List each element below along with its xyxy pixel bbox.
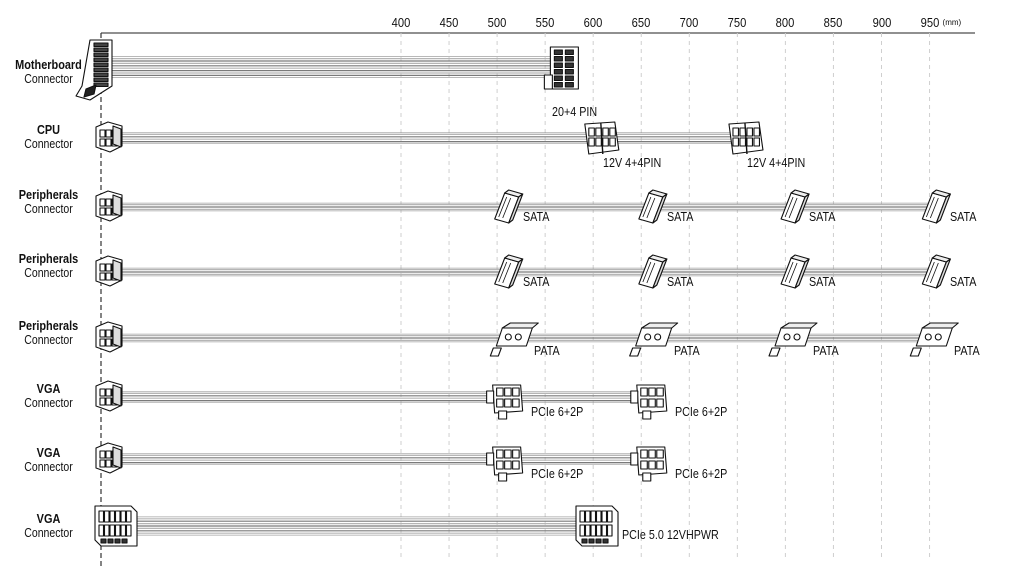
connector-pata xyxy=(769,323,817,356)
connector-label: SATA xyxy=(666,210,694,224)
connector-pcie xyxy=(631,385,667,419)
axis-tick-label: 500 xyxy=(487,15,507,30)
psu-connector-block xyxy=(96,381,122,411)
psu-connector-block xyxy=(96,256,122,286)
connector-label: PCIe 6+2P xyxy=(674,467,728,481)
row-label xyxy=(0,445,97,475)
connector-label: PCIe 6+2P xyxy=(530,467,583,481)
axis-tick-label: 800 xyxy=(776,15,795,30)
row-title: VGA xyxy=(36,381,61,396)
row-subtitle: Connector xyxy=(24,137,73,151)
row-title: CPU xyxy=(36,122,61,137)
psu-connector-block xyxy=(96,322,122,352)
connector-label: SATA xyxy=(522,275,550,289)
connector-label: 12V 4+4PIN xyxy=(602,156,662,170)
axis-tick-label: 700 xyxy=(679,15,699,30)
cable-bundle xyxy=(108,57,564,78)
connector-label: SATA xyxy=(809,275,836,289)
row-subtitle: Connector xyxy=(24,333,73,347)
row-label xyxy=(0,122,97,152)
axis-tick-label: 650 xyxy=(631,15,651,30)
psu-connector-block xyxy=(96,122,122,152)
connector-label: PATA xyxy=(534,344,561,358)
row-subtitle: Connector xyxy=(24,266,73,280)
connector-label: PATA xyxy=(673,344,700,358)
axis-tick-label: 600 xyxy=(583,15,603,30)
row-subtitle: Connector xyxy=(24,526,73,540)
connector-label: PATA xyxy=(954,344,980,358)
connector-label: 20+4 PIN xyxy=(552,105,598,119)
connector-label: SATA xyxy=(950,210,977,224)
row-label xyxy=(0,57,97,87)
row-subtitle: Connector xyxy=(24,396,73,410)
connector-label: PATA xyxy=(813,344,839,358)
connector-label: SATA xyxy=(522,210,550,224)
connector-label: SATA xyxy=(666,275,694,289)
connector-label: 12V 4+4PIN xyxy=(746,156,806,170)
connector-label: SATA xyxy=(809,210,836,224)
connector-pata xyxy=(630,323,678,356)
row-label xyxy=(0,511,97,541)
row-title: VGA xyxy=(36,445,61,460)
row-subtitle: Connector xyxy=(24,460,73,474)
axis-tick-label: 900 xyxy=(872,15,891,30)
psu-connector-block xyxy=(96,191,122,221)
row-label xyxy=(0,318,97,348)
row-title: Peripherals xyxy=(18,251,79,266)
row-label xyxy=(0,381,97,411)
connector-eps xyxy=(729,122,763,154)
connector-label: PCIe 6+2P xyxy=(530,405,583,419)
connector-pcie xyxy=(631,447,667,481)
connector-pcie xyxy=(487,447,523,481)
connector-label: PCIe 6+2P xyxy=(674,405,728,419)
axis-tick-label: 850 xyxy=(824,15,843,30)
row-title: VGA xyxy=(36,511,61,526)
row-subtitle: Connector xyxy=(24,72,73,86)
connector-pata xyxy=(910,323,958,356)
axis-tick-label: 450 xyxy=(439,15,459,30)
row-title: Motherboard xyxy=(15,57,82,72)
connector-label: PCIe 5.0 12VHPWR xyxy=(622,528,719,542)
connector-label: SATA xyxy=(950,275,977,289)
connector-hpwr xyxy=(576,506,618,546)
psu-connector-block xyxy=(96,443,122,473)
row-title: Peripherals xyxy=(18,187,79,202)
axis-tick-label: 750 xyxy=(728,15,747,30)
connector-pcie xyxy=(487,385,523,419)
axis-tick-label: 400 xyxy=(391,15,411,30)
row-label xyxy=(0,251,97,281)
row-title: Peripherals xyxy=(18,318,79,333)
row-subtitle: Connector xyxy=(24,202,73,216)
axis-tick-label: 950 xyxy=(920,15,939,30)
axis-unit-label: (mm) xyxy=(942,18,962,27)
connector-eps xyxy=(585,122,619,154)
row-label xyxy=(0,187,97,217)
axis-tick-label: 550 xyxy=(535,15,555,30)
psu-connector-hpwr xyxy=(95,506,137,546)
